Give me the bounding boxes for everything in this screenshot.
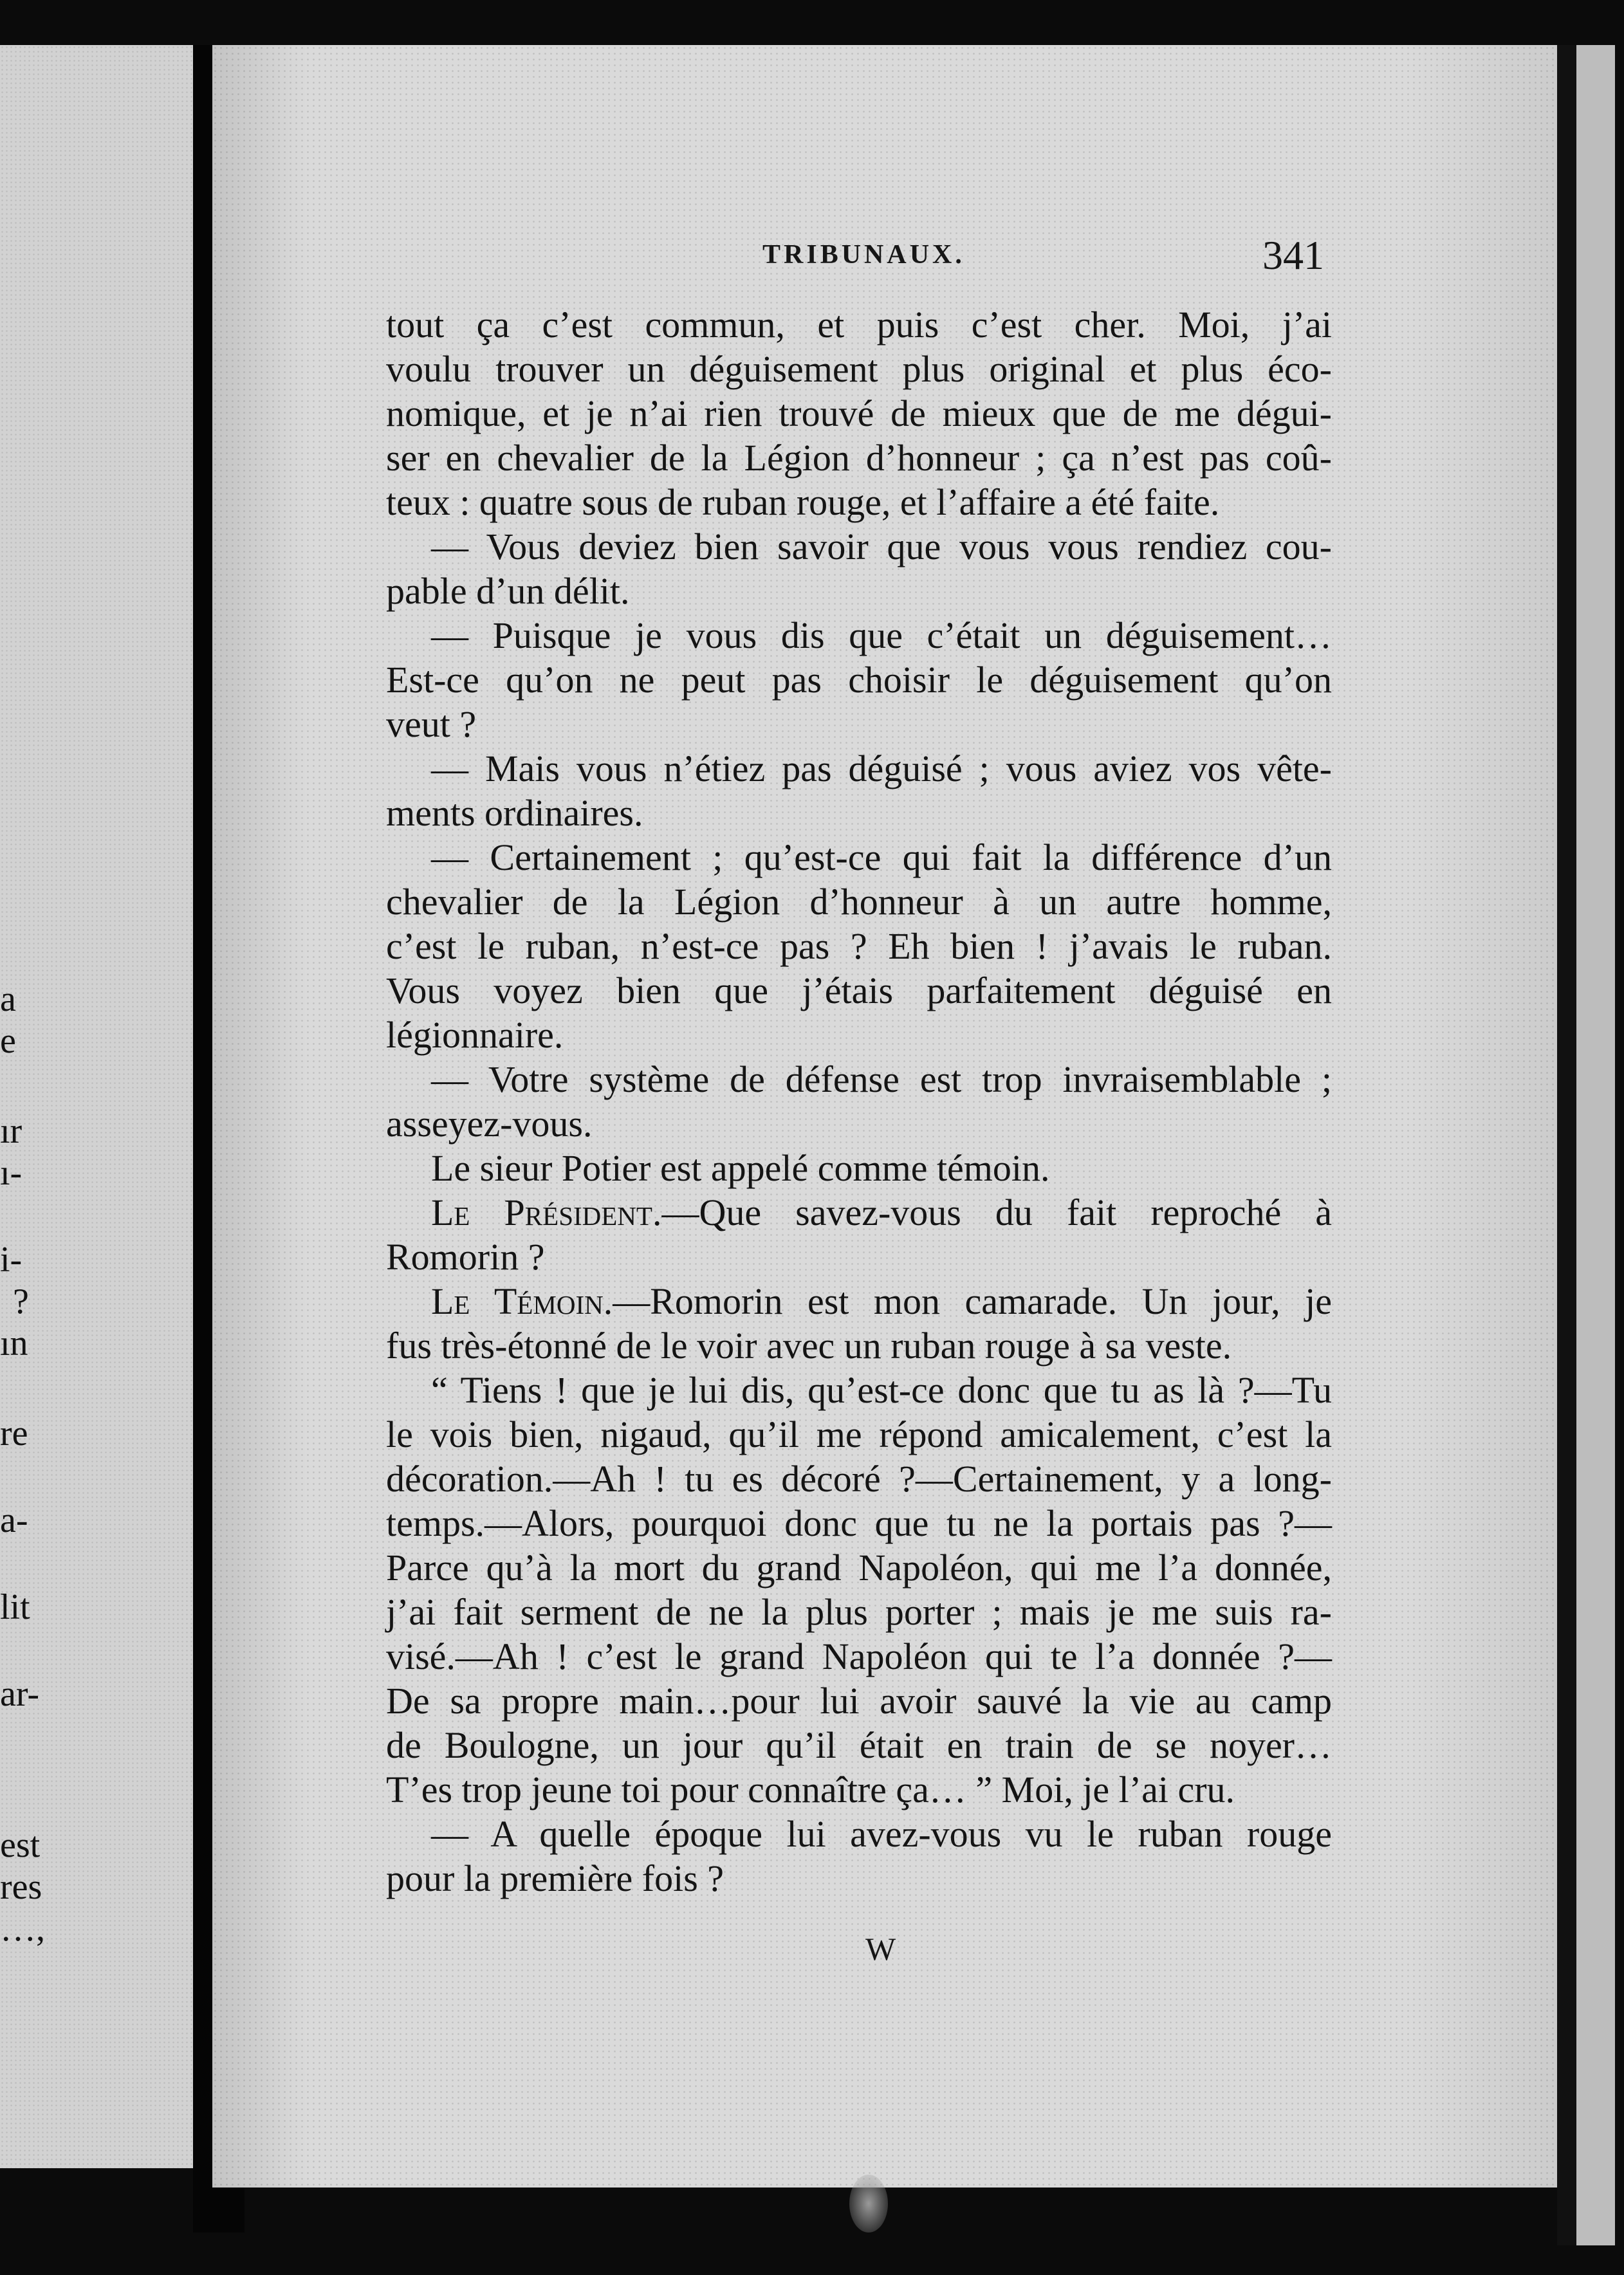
line-text: Est-ce qu’on ne peut pas choisir le déguisement qu’on [386, 659, 1332, 701]
text-line [386, 1146, 1332, 1190]
line-text: ments ordinaires. [386, 792, 643, 834]
text-line [386, 569, 1332, 613]
line-text: “ Tiens ! que je lui dis, qu’est-ce donc que tu as là ?—Tu [431, 1369, 1332, 1411]
speaker-label: Le Président. [431, 1192, 662, 1233]
line-text: voulu trouver un déguisement plus original et plus éco- [386, 348, 1332, 390]
speaker-label: Le Témoin. [431, 1280, 613, 1322]
left-facing-page [0, 45, 193, 2168]
line-text: — A quelle époque lui avez-vous vu le ruban rouge [431, 1813, 1332, 1855]
text-line [386, 1501, 1332, 1545]
text-line [386, 968, 1332, 1013]
text-line [386, 1679, 1332, 1723]
text-line [386, 1368, 1332, 1412]
line-text: — Votre système de défense est trop invraisemblable ; [431, 1058, 1332, 1100]
next-page-edge [1576, 45, 1615, 2245]
text-line [386, 347, 1332, 391]
left-fragment: est [0, 1825, 41, 1865]
line-text: pour la première fois ? [386, 1857, 724, 1899]
line-text: Parce qu’à la mort du grand Napoléon, qui me l’a donnée, [386, 1547, 1332, 1589]
line-text: —Que savez-vous du fait reproché à [661, 1192, 1332, 1233]
text-line [386, 791, 1332, 835]
text-line [386, 480, 1332, 524]
running-head: TRIBUNAUX. [762, 240, 965, 270]
line-text: Vous voyez bien que j’étais parfaitement déguisé en [386, 970, 1332, 1011]
line-text: visé.—Ah ! c’est le grand Napoléon qui te l’a donnée ?— [386, 1635, 1332, 1677]
text-line [386, 835, 1332, 880]
text-line [386, 1457, 1332, 1501]
line-text: de Boulogne, un jour qu’il était en train de se noyer… [386, 1724, 1332, 1766]
line-text: — Mais vous n’étiez pas déguisé ; vous aviez vos vête- [431, 748, 1332, 789]
line-text: — Certainement ; qu’est-ce qui fait la différence d’un [431, 836, 1332, 878]
left-fragment: i- [0, 1240, 23, 1280]
text-line [386, 1590, 1332, 1634]
left-page-edge-text [0, 45, 193, 2168]
line-text: teux : quatre sous de ruban rouge, et l’affaire a été faite. [386, 481, 1220, 523]
text-line [386, 924, 1332, 968]
line-text: Le sieur Potier est appelé comme témoin. [431, 1147, 1050, 1189]
line-text: — Puisque je vous dis que c’était un déguisement… [431, 614, 1332, 656]
body-text [386, 302, 1332, 1901]
text-line [386, 1856, 1332, 1901]
scan-smudge [849, 2175, 888, 2233]
page-number: 341 [1262, 232, 1324, 278]
left-fragment: a [0, 979, 16, 1019]
text-line [386, 1812, 1332, 1856]
text-line [386, 1634, 1332, 1679]
text-line [386, 1767, 1332, 1812]
left-fragment: …, [0, 1909, 45, 1949]
line-text: fus très-étonné de le voir avec un ruban rouge à sa veste. [386, 1325, 1232, 1367]
text-line [386, 436, 1332, 480]
text-line [386, 1013, 1332, 1057]
text-line [386, 1279, 1332, 1323]
text-line [386, 1723, 1332, 1767]
line-text: Romorin ? [386, 1236, 545, 1278]
left-fragment: ar- [0, 1674, 40, 1714]
line-text: décoration.—Ah ! tu es décoré ?—Certainement, y a long- [386, 1458, 1332, 1500]
text-line [386, 880, 1332, 924]
line-text: légionnaire. [386, 1014, 564, 1056]
left-fragment: ır [0, 1111, 23, 1151]
line-text: asseyez-vous. [386, 1103, 593, 1145]
left-fragment: res [0, 1867, 42, 1907]
line-text: le vois bien, nigaud, qu’il me répond amicalement, c’est la [386, 1414, 1332, 1455]
left-fragment: lit [0, 1587, 30, 1627]
line-text: tout ça c’est commun, et puis c’est cher. Moi, j’ai [386, 304, 1332, 345]
left-fragment: ı- [0, 1153, 23, 1193]
text-line [386, 302, 1332, 347]
page-right-edge-shadow [1557, 45, 1576, 2245]
line-text: T’es trop jeune toi pour connaître ça… ” Moi, je l’ai cru. [386, 1769, 1235, 1810]
text-line [386, 1190, 1332, 1235]
line-text: — Vous deviez bien savoir que vous vous rendiez cou- [431, 526, 1332, 567]
line-text: temps.—Alors, pourquoi donc que tu ne la portais pas ?— [386, 1502, 1332, 1544]
text-line [386, 702, 1332, 746]
text-line [386, 1545, 1332, 1590]
left-fragment: a- [0, 1500, 28, 1540]
line-text: veut ? [386, 703, 477, 745]
line-text: ser en chevalier de la Légion d’honneur ; ça n’est pas coû- [386, 437, 1332, 479]
line-text: pable d’un délit. [386, 570, 630, 612]
text-line [386, 391, 1332, 436]
text-line [386, 1412, 1332, 1457]
line-text: nomique, et je n’ai rien trouvé de mieux que de me dégui- [386, 392, 1332, 434]
left-fragment: ? [13, 1282, 29, 1322]
text-line [386, 1235, 1332, 1279]
left-fragment: re [0, 1414, 28, 1453]
text-line [386, 746, 1332, 791]
line-text: chevalier de la Légion d’honneur à un autre homme, [386, 881, 1332, 923]
text-line [386, 1057, 1332, 1101]
line-text: j’ai fait serment de ne la plus porter ; mais je me suis ra- [386, 1591, 1332, 1633]
text-line [386, 1101, 1332, 1146]
text-line [386, 613, 1332, 658]
text-line [386, 524, 1332, 569]
signature-mark: W [865, 1931, 896, 1967]
text-line [386, 658, 1332, 702]
line-text: —Romorin est mon camarade. Un jour, je [613, 1280, 1332, 1322]
left-fragment: ın [0, 1323, 28, 1363]
line-text: De sa propre main…pour lui avoir sauvé la vie au camp [386, 1680, 1332, 1722]
text-line [386, 1323, 1332, 1368]
left-fragment: e [0, 1021, 16, 1061]
line-text: c’est le ruban, n’est-ce pas ? Eh bien ! j’avais le ruban. [386, 925, 1332, 967]
